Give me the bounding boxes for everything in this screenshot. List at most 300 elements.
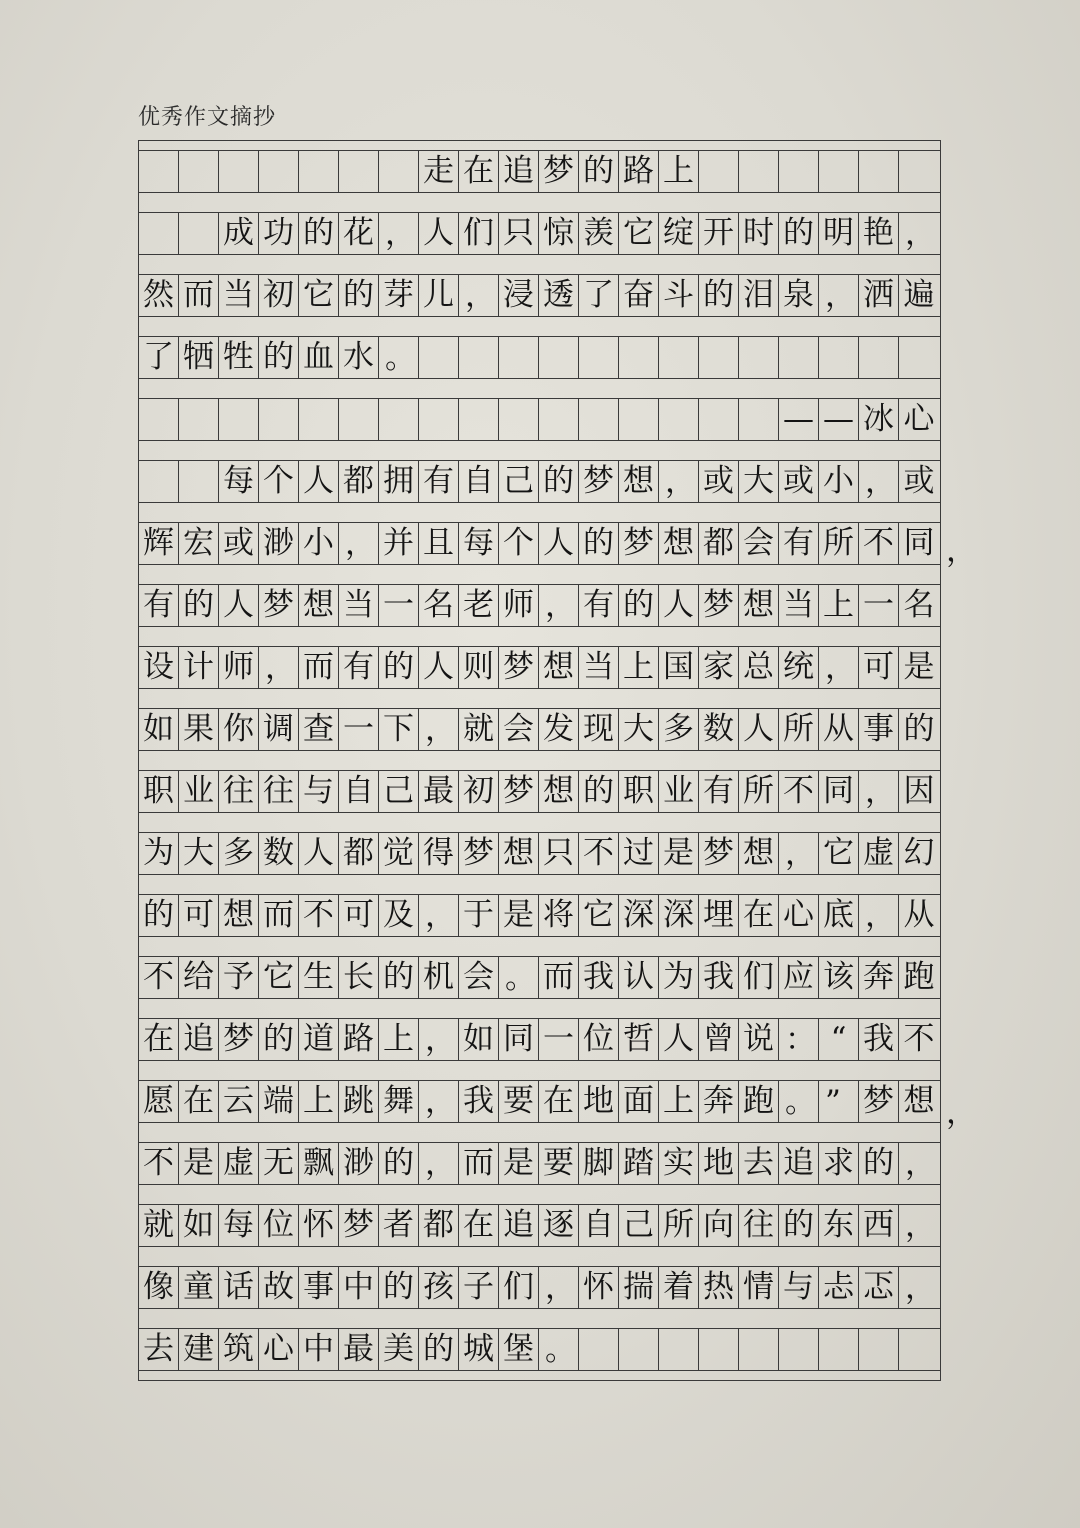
grid-cell: 为 bbox=[139, 833, 179, 874]
grid-separator bbox=[139, 874, 940, 875]
grid-separator bbox=[139, 750, 940, 751]
grid-cell: 会 bbox=[739, 523, 779, 564]
grid-cell: 开 bbox=[699, 213, 739, 254]
grid-cell: 小 bbox=[819, 461, 859, 502]
grid-cell: 统 bbox=[779, 647, 819, 688]
grid-cell: ， bbox=[905, 216, 936, 252]
grid-cell: 梦 bbox=[859, 1081, 899, 1122]
grid-cell: 我 bbox=[699, 957, 739, 998]
grid-cell: 现 bbox=[579, 709, 619, 750]
grid-cell: 要 bbox=[539, 1143, 579, 1184]
grid-cell: 往 bbox=[259, 771, 299, 812]
grid-cell: 明 bbox=[819, 213, 859, 254]
grid-cell: 所 bbox=[779, 709, 819, 750]
grid-cell bbox=[739, 337, 779, 378]
grid-cell: 的 bbox=[779, 213, 819, 254]
grid-cell: 可 bbox=[859, 647, 899, 688]
grid-cell: 所 bbox=[659, 1205, 699, 1246]
grid-cell: 不 bbox=[139, 1143, 179, 1184]
grid-cell bbox=[379, 399, 419, 440]
grid-cell: 羡 bbox=[579, 213, 619, 254]
grid-cell bbox=[779, 151, 819, 192]
grid-separator bbox=[139, 688, 940, 689]
grid-cell: 故 bbox=[259, 1267, 299, 1308]
grid-cell: 上 bbox=[819, 585, 859, 626]
grid-cell: 惊 bbox=[539, 213, 579, 254]
grid-cell: 将 bbox=[539, 895, 579, 936]
margin-punctuation: ， bbox=[946, 1095, 977, 1131]
grid-cell: 事 bbox=[859, 709, 899, 750]
grid-cell: 的 bbox=[619, 585, 659, 626]
grid-cell bbox=[899, 1329, 939, 1370]
grid-cell: 人 bbox=[659, 585, 699, 626]
grid-cell: 端 bbox=[259, 1081, 299, 1122]
grid-separator bbox=[139, 1060, 940, 1061]
grid-cell: 而 bbox=[299, 647, 339, 688]
grid-cell bbox=[539, 337, 579, 378]
grid-cell: 不 bbox=[903, 1021, 935, 1057]
grid-cell: 。 bbox=[779, 1081, 819, 1122]
grid-cell bbox=[299, 399, 339, 440]
grid-row bbox=[139, 523, 939, 564]
grid-cell: 且 bbox=[419, 523, 459, 564]
grid-row bbox=[139, 585, 939, 626]
grid-cell: 热 bbox=[699, 1267, 739, 1308]
grid-cell: 一 bbox=[539, 1019, 579, 1060]
grid-cell: 然 bbox=[139, 275, 179, 316]
grid-cell: 机 bbox=[419, 957, 459, 998]
grid-separator bbox=[139, 626, 940, 627]
grid-cell: 是 bbox=[903, 649, 935, 685]
grid-cell: 求 bbox=[819, 1143, 859, 1184]
grid-cell: 实 bbox=[659, 1143, 699, 1184]
grid-cell: 忐 bbox=[819, 1267, 859, 1308]
grid-cell: ， bbox=[905, 1208, 936, 1244]
grid-separator bbox=[139, 1122, 940, 1123]
grid-cell: 己 bbox=[619, 1205, 659, 1246]
grid-cell: 只 bbox=[539, 833, 579, 874]
grid-cell: 初 bbox=[259, 275, 299, 316]
grid-cell bbox=[819, 1329, 859, 1370]
grid-separator bbox=[139, 564, 940, 565]
grid-cell: 多 bbox=[659, 709, 699, 750]
grid-row bbox=[139, 1329, 939, 1370]
grid-cell: 从 bbox=[903, 897, 935, 933]
grid-cell: 大 bbox=[179, 833, 219, 874]
grid-separator bbox=[139, 378, 940, 379]
grid-cell bbox=[219, 151, 259, 192]
grid-cell: 想 bbox=[903, 1083, 935, 1119]
grid-cell: 我 bbox=[579, 957, 619, 998]
grid-cell: 梦 bbox=[339, 1205, 379, 1246]
grid-cell bbox=[739, 151, 779, 192]
grid-cell: 童 bbox=[179, 1267, 219, 1308]
grid-cell: 的 bbox=[779, 1205, 819, 1246]
grid-cell bbox=[419, 337, 459, 378]
grid-cell: 儿 bbox=[419, 275, 459, 316]
grid-cell bbox=[579, 399, 619, 440]
grid-cell: 芽 bbox=[379, 275, 419, 316]
grid-cell: 下 bbox=[379, 709, 419, 750]
grid-cell bbox=[859, 151, 899, 192]
grid-cell: 调 bbox=[259, 709, 299, 750]
grid-cell: 浸 bbox=[499, 275, 539, 316]
grid-cell: 人 bbox=[219, 585, 259, 626]
grid-cell: 跑 bbox=[739, 1081, 779, 1122]
grid-cell: 觉 bbox=[379, 833, 419, 874]
grid-cell: 师 bbox=[499, 585, 539, 626]
grid-cell: 当 bbox=[579, 647, 619, 688]
grid-cell: 每 bbox=[219, 1205, 259, 1246]
grid-cell: 成 bbox=[219, 213, 259, 254]
grid-cell: — bbox=[819, 399, 859, 440]
grid-cell: 可 bbox=[339, 895, 379, 936]
grid-cell: 哲 bbox=[619, 1019, 659, 1060]
grid-cell: 向 bbox=[699, 1205, 739, 1246]
grid-cell: 业 bbox=[179, 771, 219, 812]
grid-cell: 长 bbox=[339, 957, 379, 998]
grid-cell: 业 bbox=[659, 771, 699, 812]
grid-separator bbox=[139, 1184, 940, 1185]
grid-cell: 如 bbox=[139, 709, 179, 750]
grid-cell: 心 bbox=[259, 1329, 299, 1370]
grid-cell: 梦 bbox=[459, 833, 499, 874]
grid-row bbox=[139, 1205, 939, 1246]
grid-cell: 者 bbox=[379, 1205, 419, 1246]
grid-cell bbox=[779, 1329, 819, 1370]
grid-cell: 的 bbox=[139, 895, 179, 936]
grid-cell: 中 bbox=[299, 1329, 339, 1370]
grid-separator bbox=[139, 1370, 940, 1371]
grid-cell: 认 bbox=[619, 957, 659, 998]
grid-separator bbox=[139, 1308, 940, 1309]
grid-cell: 师 bbox=[219, 647, 259, 688]
grid-cell: 个 bbox=[499, 523, 539, 564]
grid-cell: 有 bbox=[579, 585, 619, 626]
grid-cell: 的 bbox=[179, 585, 219, 626]
grid-cell: 心 bbox=[779, 895, 819, 936]
grid-cell: 泉 bbox=[779, 275, 819, 316]
grid-row bbox=[139, 213, 939, 254]
grid-row bbox=[139, 833, 939, 874]
grid-cell: 而 bbox=[259, 895, 299, 936]
grid-cell: 不 bbox=[579, 833, 619, 874]
grid-cell: ， bbox=[259, 647, 299, 688]
grid-cell: 就 bbox=[459, 709, 499, 750]
grid-cell: 它 bbox=[259, 957, 299, 998]
grid-cell: 筑 bbox=[219, 1329, 259, 1370]
grid-separator bbox=[139, 936, 940, 937]
grid-cell bbox=[179, 213, 219, 254]
grid-cell: — bbox=[779, 399, 819, 440]
grid-cell: 如 bbox=[459, 1019, 499, 1060]
grid-cell bbox=[659, 337, 699, 378]
grid-cell: 它 bbox=[299, 275, 339, 316]
grid-cell: 上 bbox=[619, 647, 659, 688]
grid-cell: 的 bbox=[379, 1143, 419, 1184]
grid-cell: ， bbox=[539, 585, 579, 626]
grid-cell bbox=[459, 399, 499, 440]
grid-cell bbox=[899, 337, 939, 378]
grid-cell: ， bbox=[419, 1081, 459, 1122]
grid-cell: 或 bbox=[219, 523, 259, 564]
grid-cell: 有 bbox=[139, 585, 179, 626]
grid-cell: 艳 bbox=[859, 213, 899, 254]
grid-cell: 人 bbox=[739, 709, 779, 750]
grid-cell: 追 bbox=[499, 1205, 539, 1246]
grid-cell: ， bbox=[819, 647, 859, 688]
grid-row bbox=[139, 1019, 939, 1060]
grid-cell: 发 bbox=[539, 709, 579, 750]
grid-cell: 大 bbox=[739, 461, 779, 502]
grid-cell: 的 bbox=[579, 151, 619, 192]
grid-separator bbox=[139, 192, 940, 193]
grid-cell bbox=[699, 151, 739, 192]
grid-cell: ， bbox=[859, 771, 899, 812]
grid-cell bbox=[139, 461, 179, 502]
header-label: 优秀作文摘抄 bbox=[138, 105, 277, 130]
grid-cell: 。 bbox=[499, 957, 539, 998]
grid-cell: 渺 bbox=[259, 523, 299, 564]
grid-row bbox=[139, 1143, 939, 1184]
grid-cell: 为 bbox=[659, 957, 699, 998]
grid-cell: 怀 bbox=[579, 1267, 619, 1308]
grid-cell: 计 bbox=[179, 647, 219, 688]
grid-cell: 想 bbox=[539, 647, 579, 688]
grid-cell: 美 bbox=[379, 1329, 419, 1370]
grid-cell: 有 bbox=[339, 647, 379, 688]
grid-cell: 过 bbox=[619, 833, 659, 874]
grid-cell: 忑 bbox=[859, 1267, 899, 1308]
grid-cell: 路 bbox=[619, 151, 659, 192]
grid-cell: 每 bbox=[219, 461, 259, 502]
grid-cell: 追 bbox=[179, 1019, 219, 1060]
grid-cell: 自 bbox=[459, 461, 499, 502]
grid-cell: 的 bbox=[379, 957, 419, 998]
grid-cell: 生 bbox=[299, 957, 339, 998]
grid-cell: 人 bbox=[299, 833, 339, 874]
grid-cell: 心 bbox=[903, 401, 935, 437]
grid-cell: ， bbox=[859, 895, 899, 936]
grid-cell: 位 bbox=[259, 1205, 299, 1246]
grid-cell bbox=[419, 399, 459, 440]
grid-cell bbox=[179, 151, 219, 192]
grid-cell bbox=[499, 337, 539, 378]
grid-cell: 数 bbox=[699, 709, 739, 750]
grid-separator bbox=[139, 1246, 940, 1247]
grid-cell: 牲 bbox=[219, 337, 259, 378]
grid-cell: 舞 bbox=[379, 1081, 419, 1122]
grid-cell bbox=[859, 337, 899, 378]
grid-cell: 果 bbox=[179, 709, 219, 750]
grid-cell: 拥 bbox=[379, 461, 419, 502]
grid-cell: 一 bbox=[859, 585, 899, 626]
grid-cell: 怀 bbox=[299, 1205, 339, 1246]
grid-cell: 予 bbox=[219, 957, 259, 998]
grid-cell: 的 bbox=[903, 711, 935, 747]
grid-cell: 透 bbox=[539, 275, 579, 316]
grid-cell: 西 bbox=[859, 1205, 899, 1246]
grid-cell: 因 bbox=[903, 773, 935, 809]
grid-cell bbox=[899, 151, 939, 192]
grid-cell: 在 bbox=[179, 1081, 219, 1122]
grid-cell: 愿 bbox=[139, 1081, 179, 1122]
grid-row bbox=[139, 647, 939, 688]
grid-cell: 人 bbox=[539, 523, 579, 564]
grid-cell bbox=[619, 337, 659, 378]
grid-cell: 想 bbox=[299, 585, 339, 626]
grid-cell: 职 bbox=[139, 771, 179, 812]
writing-grid-sheet bbox=[138, 140, 941, 1381]
grid-cell: 该 bbox=[819, 957, 859, 998]
grid-cell: 并 bbox=[379, 523, 419, 564]
grid-cell: “ bbox=[819, 1019, 859, 1060]
grid-cell bbox=[139, 151, 179, 192]
grid-cell: 当 bbox=[779, 585, 819, 626]
grid-cell: 在 bbox=[139, 1019, 179, 1060]
grid-cell: 每 bbox=[459, 523, 499, 564]
grid-cell: 都 bbox=[699, 523, 739, 564]
grid-cell: 深 bbox=[659, 895, 699, 936]
grid-cell: 如 bbox=[179, 1205, 219, 1246]
grid-cell bbox=[459, 337, 499, 378]
grid-cell bbox=[259, 399, 299, 440]
grid-cell bbox=[619, 399, 659, 440]
grid-cell: 奔 bbox=[699, 1081, 739, 1122]
grid-cell: 们 bbox=[459, 213, 499, 254]
grid-cell: 冰 bbox=[859, 399, 899, 440]
grid-cell: 上 bbox=[299, 1081, 339, 1122]
grid-cell: 梦 bbox=[219, 1019, 259, 1060]
grid-cell: 飘 bbox=[299, 1143, 339, 1184]
grid-cell: ， bbox=[905, 1270, 936, 1306]
grid-cell: 人 bbox=[659, 1019, 699, 1060]
grid-cell: 堡 bbox=[499, 1329, 539, 1370]
grid-cell bbox=[659, 1329, 699, 1370]
grid-cell: 想 bbox=[539, 771, 579, 812]
grid-cell: 所 bbox=[739, 771, 779, 812]
grid-cell: 梦 bbox=[699, 585, 739, 626]
grid-cell: 都 bbox=[419, 1205, 459, 1246]
grid-cell bbox=[539, 399, 579, 440]
grid-cell: 幻 bbox=[903, 835, 935, 871]
grid-cell: 梦 bbox=[499, 647, 539, 688]
grid-cell: 面 bbox=[619, 1081, 659, 1122]
grid-separator bbox=[139, 440, 940, 441]
grid-cell: 得 bbox=[419, 833, 459, 874]
grid-cell bbox=[379, 151, 419, 192]
grid-cell: 水 bbox=[339, 337, 379, 378]
grid-cell: 梦 bbox=[699, 833, 739, 874]
grid-cell: 想 bbox=[739, 833, 779, 874]
grid-cell: 往 bbox=[739, 1205, 779, 1246]
grid-cell: 应 bbox=[779, 957, 819, 998]
grid-cell: 不 bbox=[859, 523, 899, 564]
grid-cell: 人 bbox=[419, 213, 459, 254]
grid-cell: 。 bbox=[539, 1329, 579, 1370]
grid-cell: 绽 bbox=[659, 213, 699, 254]
grid-cell: 梦 bbox=[619, 523, 659, 564]
grid-cell bbox=[819, 151, 859, 192]
grid-cell bbox=[579, 1329, 619, 1370]
grid-cell: 梦 bbox=[579, 461, 619, 502]
grid-cell: 最 bbox=[339, 1329, 379, 1370]
grid-cell: 可 bbox=[179, 895, 219, 936]
grid-cell: 想 bbox=[219, 895, 259, 936]
grid-row bbox=[139, 709, 939, 750]
grid-cell: ， bbox=[419, 1019, 459, 1060]
grid-cell: 上 bbox=[659, 1081, 699, 1122]
grid-cell: 。 bbox=[379, 337, 419, 378]
grid-cell: 从 bbox=[819, 709, 859, 750]
grid-cell: 城 bbox=[459, 1329, 499, 1370]
grid-cell: 设 bbox=[139, 647, 179, 688]
grid-cell: 人 bbox=[299, 461, 339, 502]
grid-cell: 像 bbox=[139, 1267, 179, 1308]
grid-cell: 的 bbox=[579, 523, 619, 564]
grid-cell: 渺 bbox=[339, 1143, 379, 1184]
grid-cell: 在 bbox=[539, 1081, 579, 1122]
grid-cell: 脚 bbox=[579, 1143, 619, 1184]
grid-cell: 当 bbox=[339, 585, 379, 626]
grid-cell bbox=[339, 151, 379, 192]
grid-cell: 的 bbox=[419, 1329, 459, 1370]
grid-cell: 在 bbox=[459, 151, 499, 192]
grid-cell: 路 bbox=[339, 1019, 379, 1060]
grid-cell: 梦 bbox=[499, 771, 539, 812]
grid-cell: 功 bbox=[259, 213, 299, 254]
grid-cell: ， bbox=[779, 833, 819, 874]
grid-cell: 底 bbox=[819, 895, 859, 936]
grid-cell: 你 bbox=[219, 709, 259, 750]
grid-cell: 或 bbox=[903, 463, 935, 499]
grid-cell bbox=[699, 1329, 739, 1370]
grid-cell: ， bbox=[905, 1146, 936, 1182]
grid-cell: 云 bbox=[219, 1081, 259, 1122]
grid-cell: 说 bbox=[739, 1019, 779, 1060]
grid-cell: 查 bbox=[299, 709, 339, 750]
grid-cell: 多 bbox=[219, 833, 259, 874]
grid-cell: 逐 bbox=[539, 1205, 579, 1246]
grid-cell: 的 bbox=[539, 461, 579, 502]
grid-cell: 位 bbox=[579, 1019, 619, 1060]
grid-cell: 无 bbox=[259, 1143, 299, 1184]
grid-cell: 最 bbox=[419, 771, 459, 812]
grid-cell: 子 bbox=[459, 1267, 499, 1308]
grid-cell: 是 bbox=[659, 833, 699, 874]
grid-row bbox=[139, 957, 939, 998]
grid-cell: 自 bbox=[339, 771, 379, 812]
grid-cell: 都 bbox=[339, 461, 379, 502]
grid-cell bbox=[299, 151, 339, 192]
grid-cell: 同 bbox=[499, 1019, 539, 1060]
grid-cell: 家 bbox=[699, 647, 739, 688]
grid-cell: ， bbox=[659, 461, 699, 502]
grid-cell: 上 bbox=[659, 151, 699, 192]
grid-cell: 想 bbox=[659, 523, 699, 564]
grid-cell: 东 bbox=[819, 1205, 859, 1246]
grid-cell: 总 bbox=[739, 647, 779, 688]
grid-cell: 花 bbox=[339, 213, 379, 254]
grid-cell: 宏 bbox=[179, 523, 219, 564]
grid-cell: 情 bbox=[739, 1267, 779, 1308]
grid-cell: 想 bbox=[619, 461, 659, 502]
grid-cell: 于 bbox=[459, 895, 499, 936]
grid-cell: 的 bbox=[379, 647, 419, 688]
grid-row bbox=[139, 1267, 939, 1308]
grid-cell: 了 bbox=[579, 275, 619, 316]
grid-cell: 埋 bbox=[699, 895, 739, 936]
